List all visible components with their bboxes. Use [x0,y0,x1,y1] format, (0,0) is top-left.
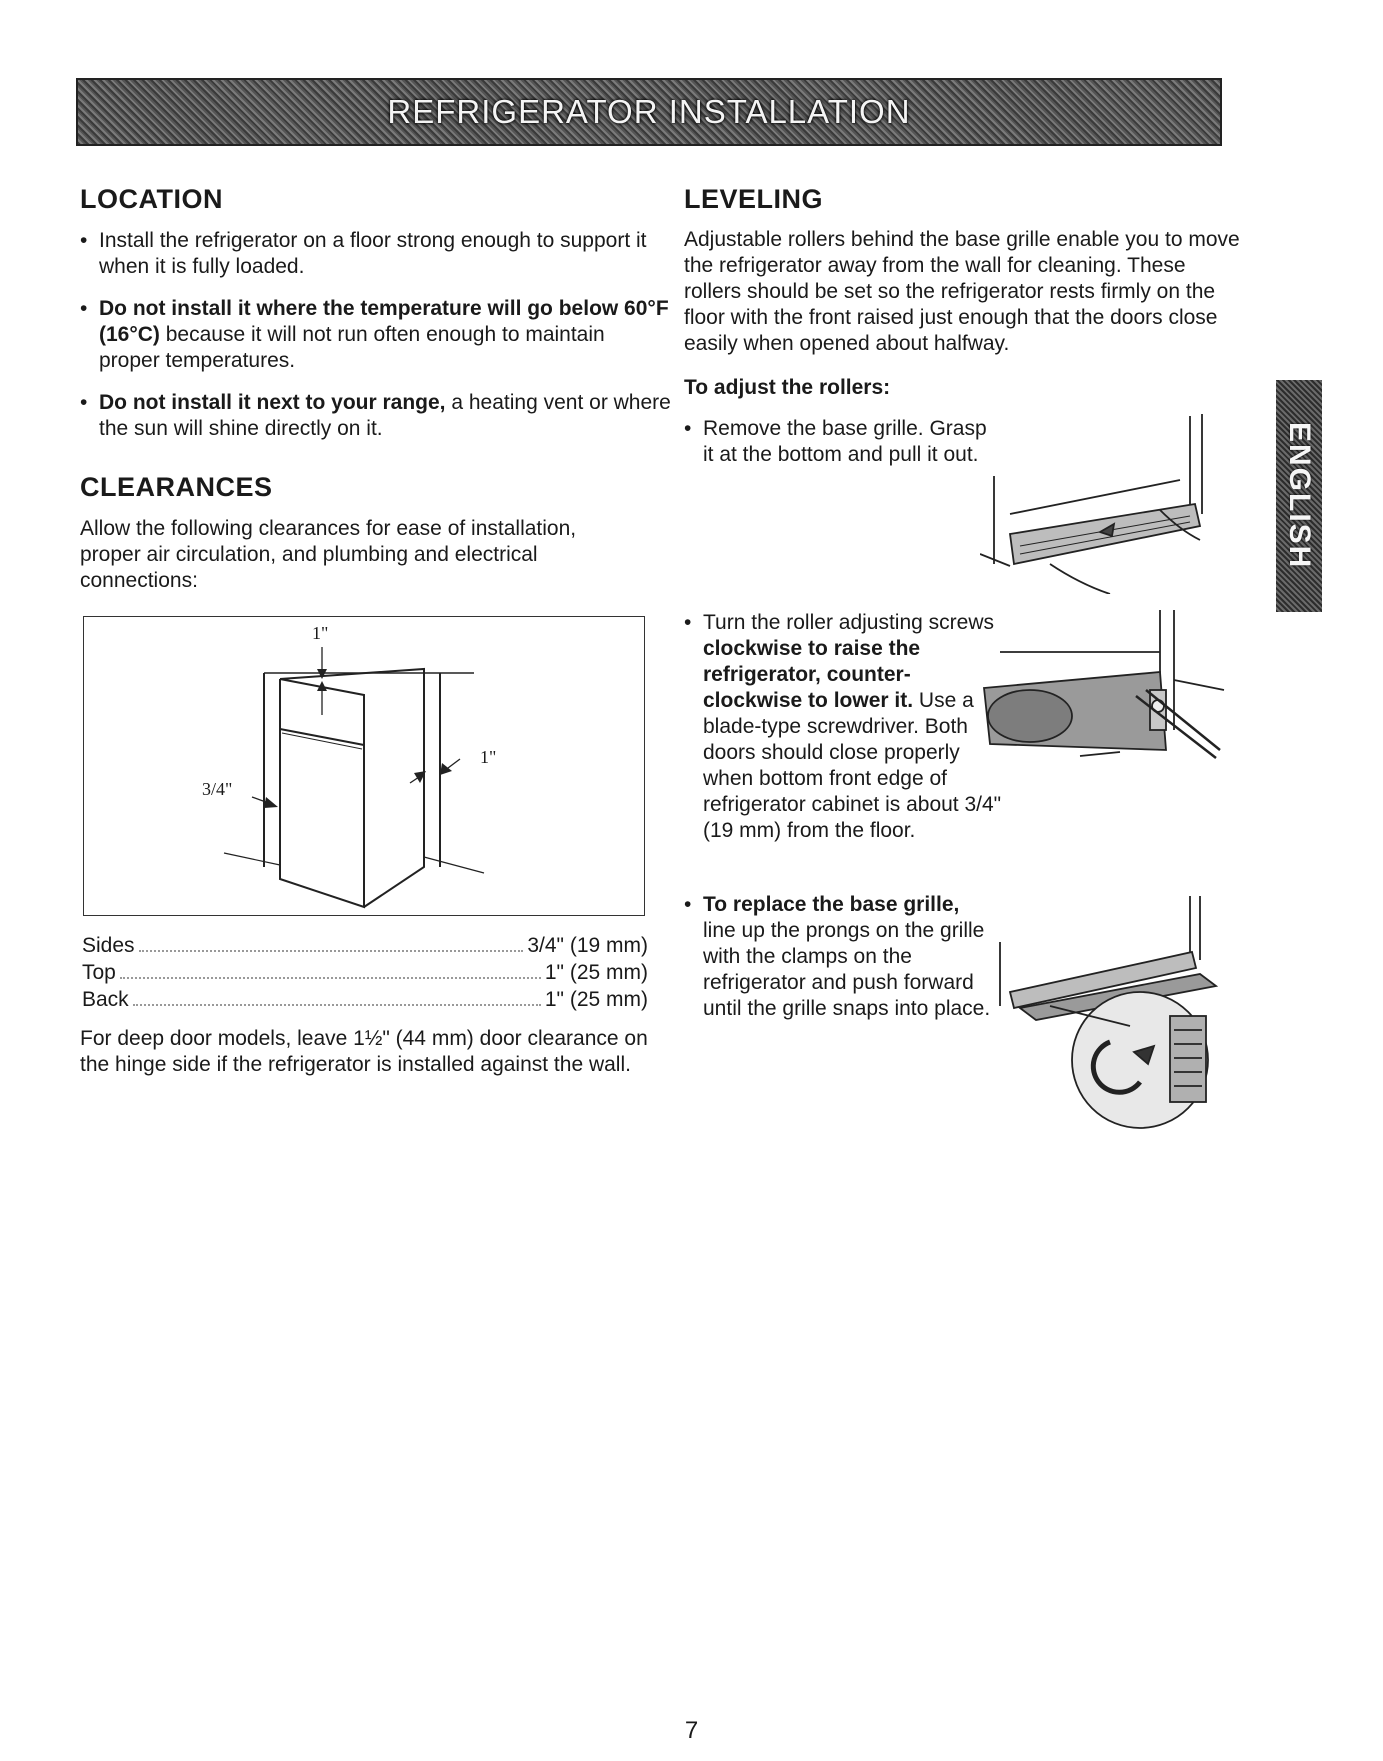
fig-side-clearance-label: 3/4" [202,779,233,799]
clearance-row-value: 3/4" (19 mm) [527,934,648,957]
leveling-step-3-text: line up the prongs on the grille with the clamps on the refrigerator and push forward until the grille snaps into place. [703,919,991,1020]
leveling-step-2-bold: clockwise to raise the refrigerator, counter-clockwise to lower it. [703,637,921,712]
dot-leader [120,977,541,979]
location-bullet-2-bold: Do not install it where the temperature will go below 60°F (16°C) [99,297,669,346]
location-bullet-1 [80,228,659,280]
refrigerator-clearance-illustration [84,617,646,917]
clearance-diagram [83,616,645,916]
fig-top-clearance-label: 1" [312,623,329,643]
clearances-heading: CLEARANCES [80,472,273,502]
location-bullet-3-text: a heating vent or where the sun will shine directly on it. [99,391,671,440]
clearance-row-value: 1" (25 mm) [544,988,648,1011]
clearance-row-top [82,959,648,986]
clearance-row-label: Top [82,961,116,984]
location-heading: LOCATION [80,184,223,214]
location-bullet-3 [80,390,679,442]
fig-back-clearance-label: 1" [480,747,497,767]
location-bullet-3-bold: Do not install it next to your range, [99,391,446,414]
deep-door-note: For deep door models, leave 1½" (44 mm) door clearance on the hinge side if the refrigerator is installed against the wall. [80,1027,648,1076]
leveling-step-2-text: Use a blade-type screwdriver. Both doors should close properly when bottom front edge of refrigerator cabinet is about 3/4" (19 mm) from the floor. [703,689,1002,842]
language-side-tab [1276,380,1322,612]
clearances-intro: Allow the following clearances for ease of installation, proper air circulation, and plumbing and electrical connections: [80,517,577,592]
banner-title: REFRIGERATOR INSTALLATION [387,93,911,130]
location-bullet-2 [80,296,669,374]
leveling-step-3 [684,892,993,1022]
replace-grille-illustration [980,896,1240,1136]
leveling-step-2 [684,610,1003,844]
clearance-row-sides [82,932,648,959]
language-tab-label: ENGLISH [1283,422,1316,570]
leveling-step-2-pre: Turn the roller adjusting screws [703,611,995,634]
clearance-row-label: Sides [82,934,135,957]
location-bullet-1-text: Install the refrigerator on a floor strong enough to support it when it is fully loaded. [99,229,647,278]
remove-grille-illustration [980,414,1240,594]
leveling-intro: Adjustable rollers behind the base grille enable you to move the refrigerator away from the wall for cleaning. These rollers should be set so the refrigerator rests firmly on the floor with the front raised just enough that the doors close easily when opened about halfway. [684,228,1240,355]
adjust-rollers-subheading: To adjust the rollers: [684,376,891,399]
section-banner [76,78,1222,146]
page-number: 7 [684,1717,699,1744]
adjust-rollers-illustration [970,610,1240,790]
leveling-heading: LEVELING [684,184,824,214]
clearance-row-back [82,986,648,1013]
leveling-step-3-bold: To replace the base grille, [703,893,960,916]
leveling-step-1-text: Remove the base grille. Grasp it at the bottom and pull it out. [703,417,987,466]
clearance-row-label: Back [82,988,129,1011]
clearance-row-value: 1" (25 mm) [544,961,648,984]
leveling-step-1 [684,416,988,468]
clearance-table [82,932,648,1013]
dot-leader [139,950,524,952]
dot-leader [133,1004,541,1006]
location-bullet-2-text: because it will not run often enough to maintain proper temperatures. [99,323,605,372]
